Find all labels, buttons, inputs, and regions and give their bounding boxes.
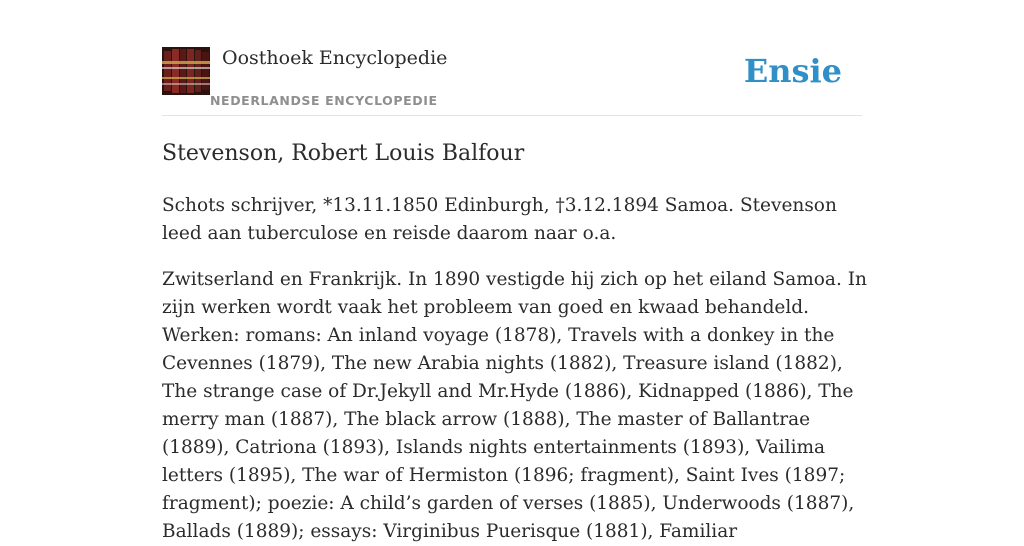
- site-subtitle: NEDERLANDSE ENCYCLOPEDIE: [210, 93, 438, 108]
- site-title-link[interactable]: Oosthoek Encyclopedie: [222, 47, 448, 69]
- article-title: Stevenson, Robert Louis Balfour: [162, 141, 525, 166]
- ensie-brand-logo[interactable]: Ensie: [743, 52, 842, 90]
- article: [162, 138, 867, 546]
- article-paragraph: Schots schrijver, *13.11.1850 Edinburgh, †3.12.1894 Samoa. Stevenson leed aan tuberculose en reisde daarom naar o.a.: [162, 195, 837, 244]
- book-spines-avatar-icon[interactable]: [162, 47, 210, 95]
- site-header: [162, 46, 862, 116]
- article-paragraph: Zwitserland en Frankrijk. In 1890 vestigde hij zich op het eiland Samoa. In zijn werken wordt vaak het probleem van goed en kwaad behandeld. Werken: romans: An inland voyage (1878), Travels with a donkey in the Cevennes (1879), The new Arabia nights (1882), Treasure island (1882), The strange case of Dr.Jekyll and Mr.Hyde (1886), Kidnapped (1886), The merry man (1887), The black arrow (1888), The master of Ballantrae (1889), Catriona (1893), Islands nights entertainments (1893), Vailima letters (1895), The war of Hermiston (1896; fragment), Saint Ives (1897; fragment); poezie: A child’s garden of verses (1885), Underwoods (1887), Ballads (1889); essays: Virginibus Puerisque (1881), Familiar: [162, 269, 867, 542]
